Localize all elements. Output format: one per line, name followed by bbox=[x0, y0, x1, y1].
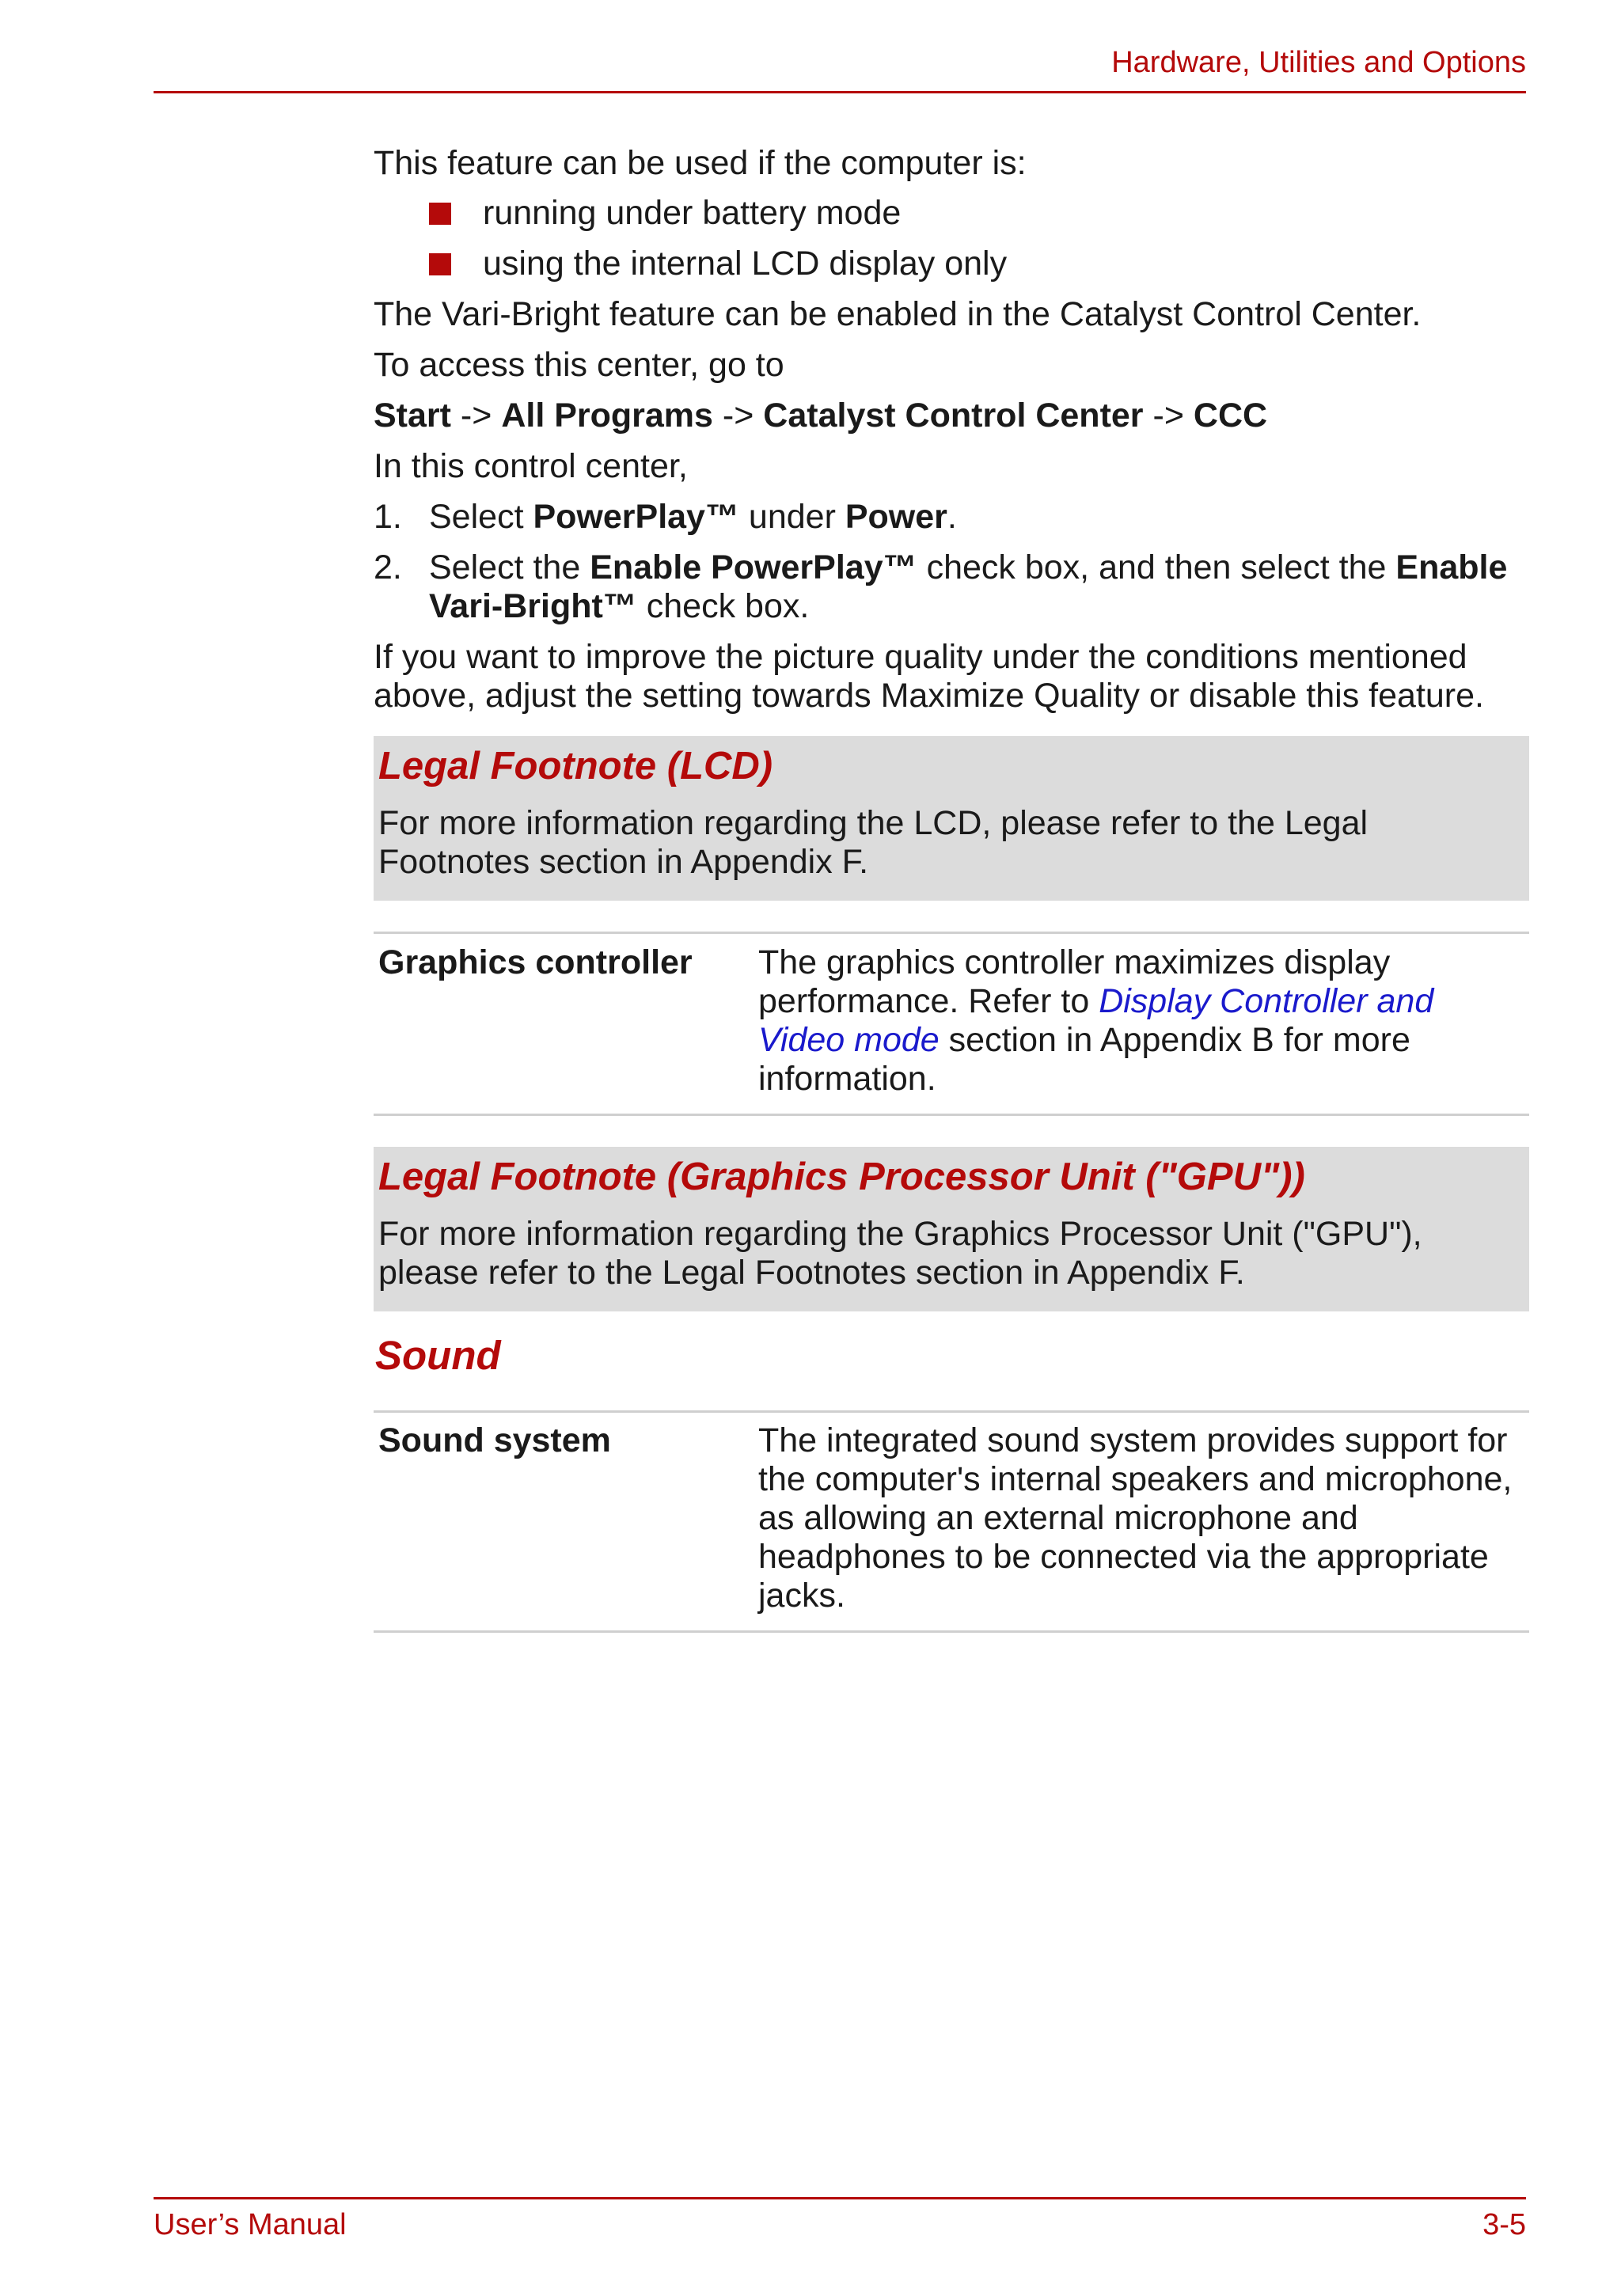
table-rule bbox=[374, 1410, 1529, 1413]
footer-manual-title: User’s Manual bbox=[154, 2208, 347, 2241]
step-number: 2. bbox=[374, 548, 402, 586]
graphics-description bbox=[758, 943, 1518, 1099]
section-heading-sound: Sound bbox=[375, 1333, 501, 1378]
footer-rule bbox=[154, 2197, 1526, 2199]
step-bold-run: Enable Vari-Bright™ bbox=[429, 548, 1508, 625]
display-controller-link[interactable]: Display Controller and Video mode bbox=[758, 982, 1434, 1059]
note-body: For more information regarding the Graphics Processor Unit ("GPU"), please refer to the Legal Footnotes section in Appendix F. bbox=[378, 1215, 1422, 1292]
step-bold-run: PowerPlay™ bbox=[533, 498, 739, 536]
header-rule bbox=[154, 91, 1526, 93]
menu-path bbox=[374, 397, 1529, 435]
sound-description: The integrated sound system provides support for the computer's internal speakers and microphone, as allowing an external microphone and headphones to be connected via the appropriate jacks. bbox=[758, 1421, 1513, 1615]
step-text-run: Select bbox=[429, 498, 533, 536]
path-all-programs: All Programs bbox=[501, 397, 713, 435]
step-2-text bbox=[429, 548, 1529, 626]
intro-paragraph: This feature can be used if the computer is: bbox=[374, 144, 1027, 182]
desc-text-run: The graphics controller maximizes display performance. Refer to bbox=[758, 943, 1391, 1020]
step-bold-run: Enable PowerPlay™ bbox=[590, 548, 917, 586]
path-ccc: CCC bbox=[1193, 397, 1268, 435]
sound-term: Sound system bbox=[378, 1421, 611, 1459]
bullet-item: using the internal LCD display only bbox=[483, 245, 1008, 283]
note-title: Legal Footnote (Graphics Processor Unit ("GPU")) bbox=[378, 1156, 1305, 1198]
in-center-paragraph: In this control center, bbox=[374, 447, 688, 485]
step-bold-run: Power bbox=[845, 498, 947, 536]
legal-footnote-gpu bbox=[374, 1147, 1529, 1311]
bullet-marker bbox=[429, 203, 451, 225]
path-start: Start bbox=[374, 397, 451, 435]
path-separator: -> bbox=[460, 397, 492, 435]
path-catalyst: Catalyst Control Center bbox=[763, 397, 1144, 435]
page-number: 3-5 bbox=[1482, 2208, 1526, 2241]
step-text-run: Select the bbox=[429, 548, 590, 586]
note-title: Legal Footnote (LCD) bbox=[378, 745, 773, 787]
improve-paragraph: If you want to improve the picture quality under the conditions mentioned above, adjust the setting towards Maximize Quality or disable this feature. bbox=[374, 638, 1484, 715]
step-text-run: . bbox=[947, 498, 957, 536]
step-text-run: under bbox=[738, 498, 845, 536]
bullet-item: running under battery mode bbox=[483, 194, 902, 232]
desc-text-run: section in Appendix B for more information. bbox=[758, 1021, 1410, 1098]
note-body: For more information regarding the LCD, please refer to the Legal Footnotes section in Appendix F. bbox=[378, 804, 1369, 881]
step-number: 1. bbox=[374, 498, 402, 536]
table-rule bbox=[374, 1114, 1529, 1116]
table-rule bbox=[374, 932, 1529, 934]
running-header: Hardware, Utilities and Options bbox=[1111, 46, 1526, 79]
graphics-term: Graphics controller bbox=[378, 943, 693, 981]
bullet-marker bbox=[429, 253, 451, 275]
path-separator: -> bbox=[722, 397, 754, 435]
step-1-text bbox=[429, 498, 1529, 537]
access-paragraph: To access this center, go to bbox=[374, 346, 784, 384]
step-text-run: check box, and then select the bbox=[917, 548, 1396, 586]
vari-bright-paragraph: The Vari-Bright feature can be enabled in the Catalyst Control Center. bbox=[374, 295, 1422, 333]
table-rule bbox=[374, 1630, 1529, 1633]
legal-footnote-lcd bbox=[374, 736, 1529, 901]
path-separator: -> bbox=[1152, 397, 1184, 435]
step-text-run: check box. bbox=[636, 587, 810, 625]
